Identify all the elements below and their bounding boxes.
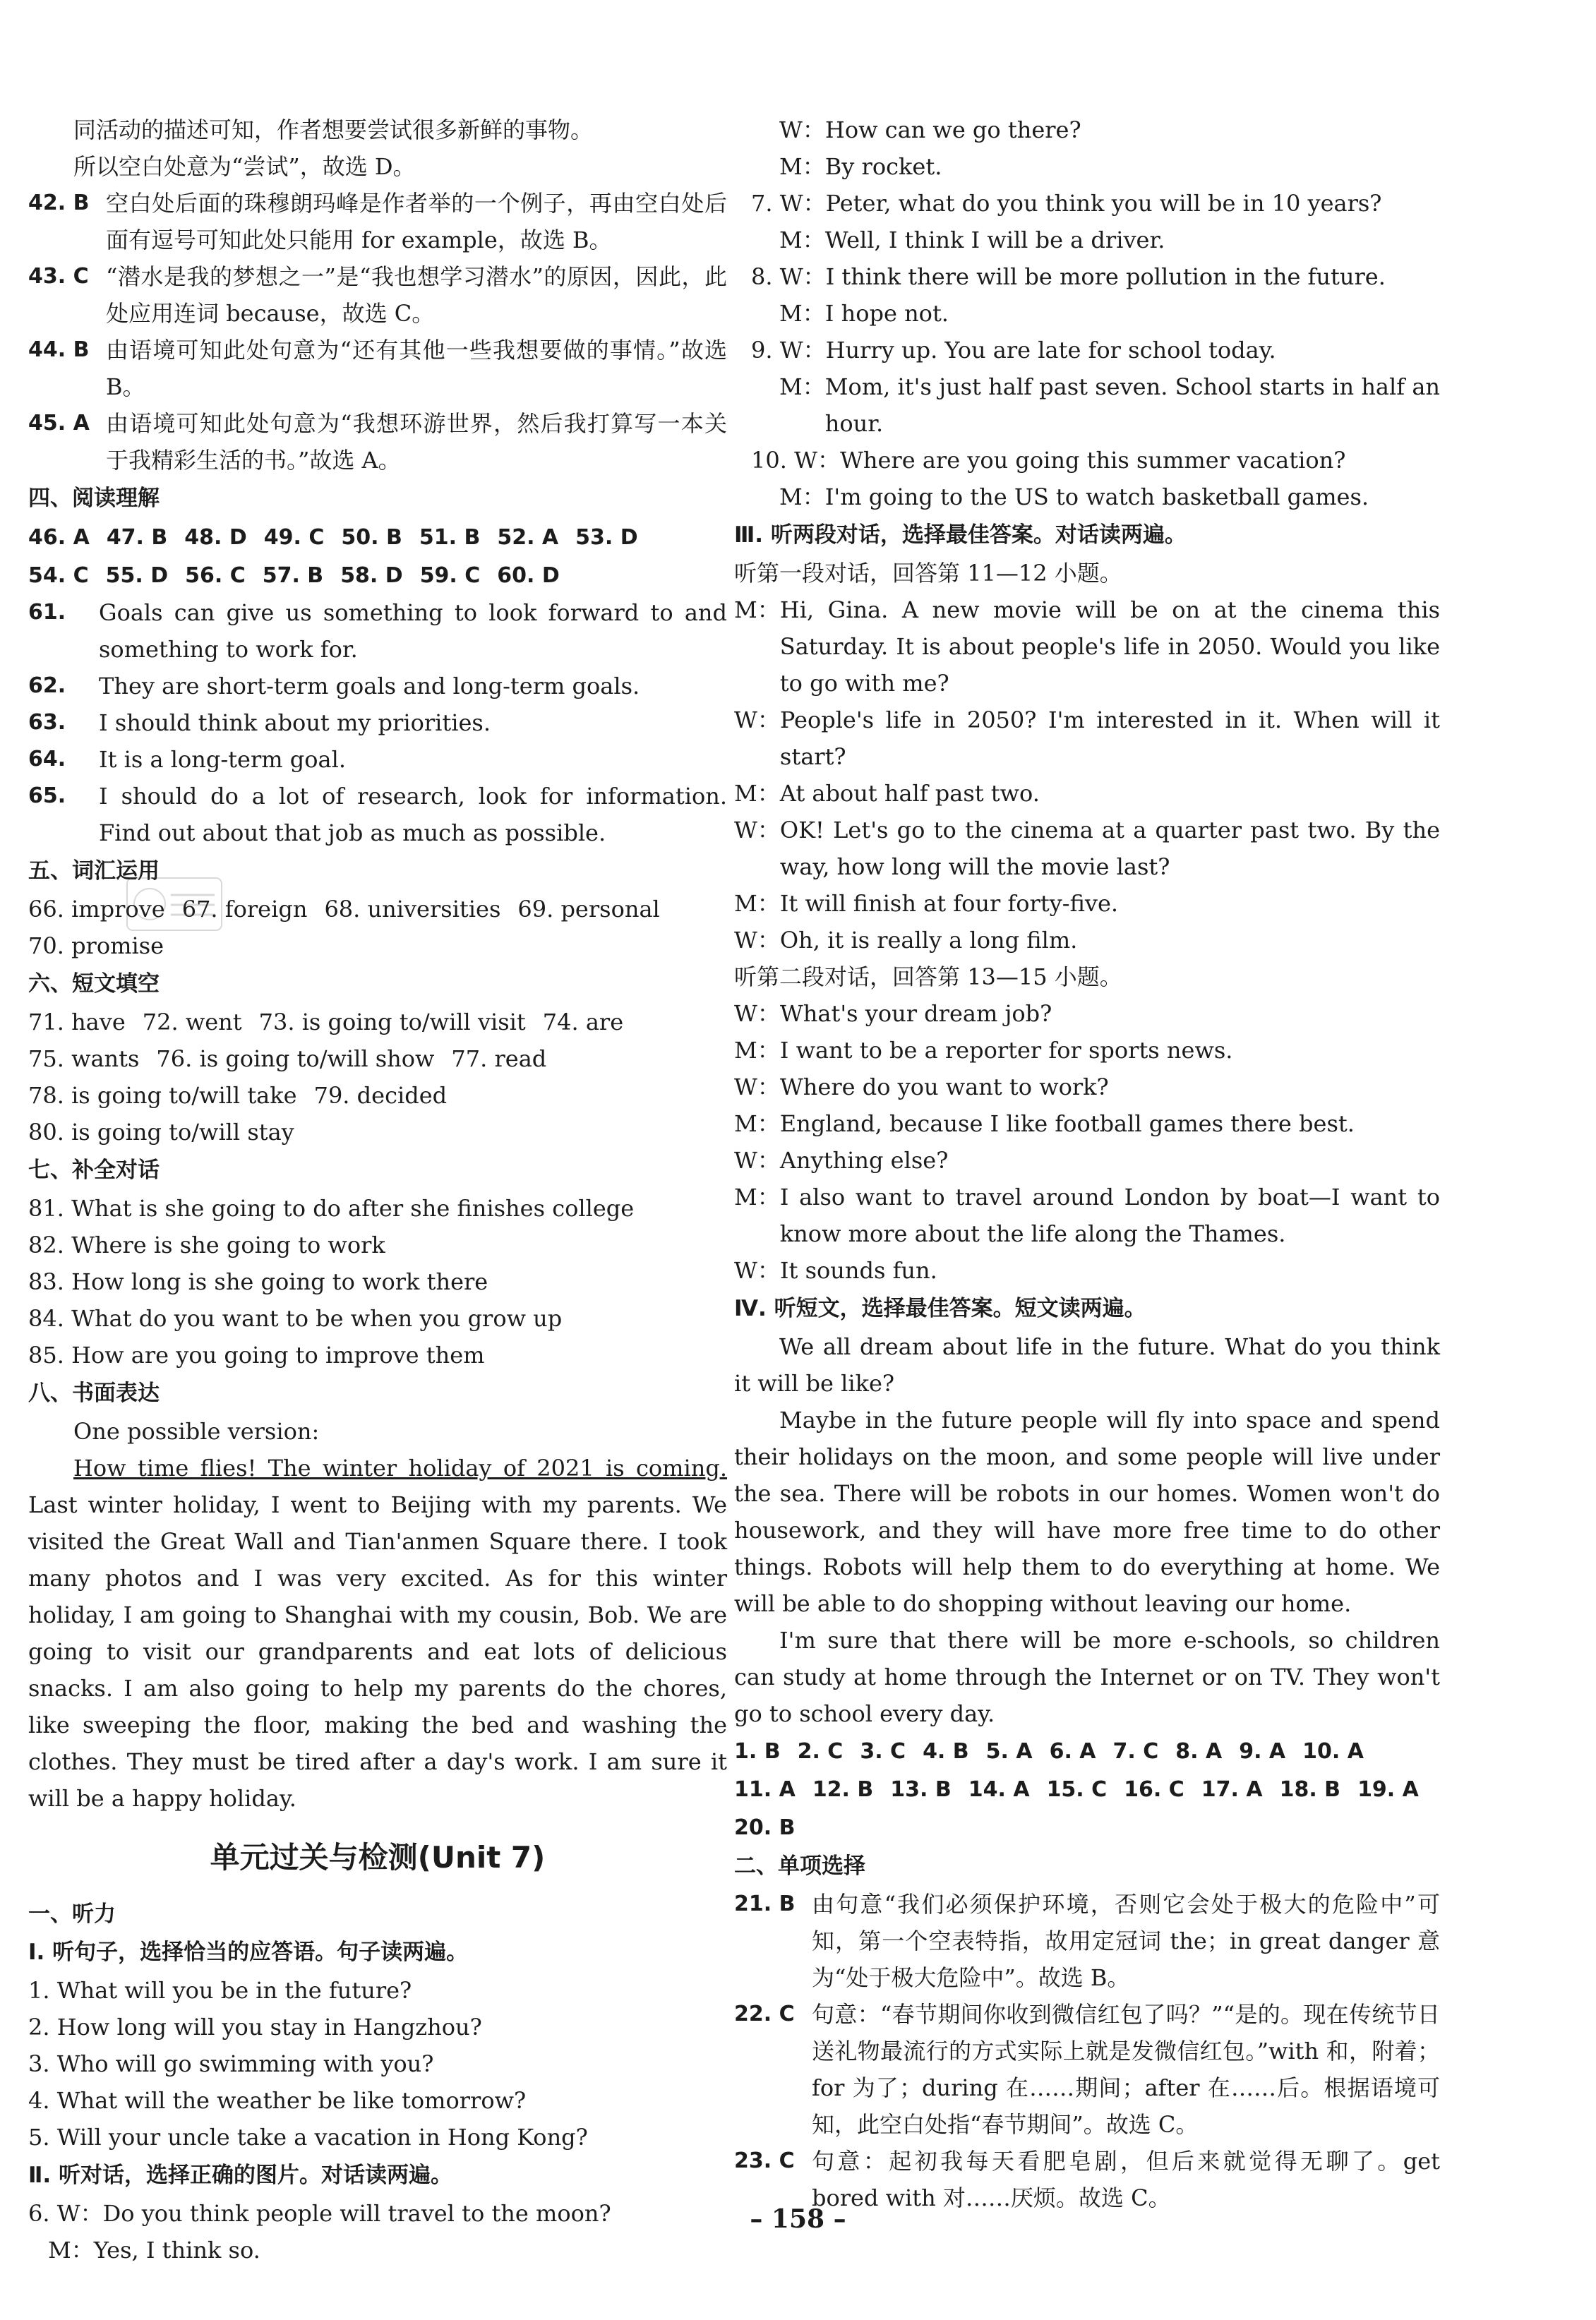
reading-answer: 47. B bbox=[106, 525, 168, 550]
answer-item bbox=[28, 185, 727, 258]
utterance: Where do you want to work? bbox=[779, 1074, 1109, 1100]
answer-number: 23. C bbox=[734, 2148, 795, 2173]
vocab-answer: 69. personal bbox=[517, 896, 660, 922]
essay-first-sentence: How time flies! The winter holiday of 2021 is coming. bbox=[73, 1455, 727, 1481]
speaker: M： bbox=[779, 483, 825, 510]
part-heading: Ⅱ. 听对话，选择正确的图片。对话读两遍。 bbox=[28, 2163, 452, 2188]
cloze-answer: 71. have bbox=[28, 1009, 126, 1035]
speaker: M： bbox=[734, 1110, 780, 1137]
dialog-answer: 83. How long is she going to work there bbox=[28, 1268, 488, 1295]
page-number: – 158 – bbox=[750, 2204, 846, 2234]
dialog-line bbox=[734, 112, 1440, 148]
listening-answer: 10. A bbox=[1302, 1739, 1364, 1764]
version-label: One possible version: bbox=[73, 1418, 320, 1445]
speaker: W： bbox=[734, 1074, 780, 1100]
cloze-answer: 74. are bbox=[542, 1009, 624, 1035]
reading-answer: 59. C bbox=[419, 563, 481, 588]
answer-item bbox=[28, 594, 727, 668]
utterance: What's your dream job? bbox=[779, 1000, 1052, 1027]
dialog-line bbox=[734, 922, 1440, 958]
answer-item bbox=[28, 258, 727, 332]
dialog-answer: 82. Where is she going to work bbox=[28, 1232, 385, 1258]
dialog-line bbox=[734, 995, 1440, 1032]
watermark-stamp bbox=[126, 877, 223, 932]
listening-answer: 1. B bbox=[734, 1739, 781, 1764]
listening-answer: 13. B bbox=[890, 1777, 952, 1802]
answer-text: They are short-term goals and long-term goals. bbox=[99, 673, 640, 699]
dialog-line bbox=[734, 702, 1440, 775]
section-heading: 二、单项选择 bbox=[734, 1853, 865, 1879]
speaker: W： bbox=[734, 927, 780, 954]
reading-answer: 58. D bbox=[340, 563, 403, 588]
answer-item bbox=[734, 1886, 1440, 1996]
answer-explanation: 由语境可知此处句意为“还有其他一些我想要做的事情。”故选 B。 bbox=[106, 337, 727, 400]
speaker: W： bbox=[779, 116, 825, 143]
speaker: W： bbox=[734, 817, 780, 843]
listening-sentence: 4. What will the weather be like tomorrow? bbox=[28, 2087, 527, 2114]
speaker: W： bbox=[734, 1000, 780, 1027]
dialog-line bbox=[734, 185, 1440, 222]
dialog-line bbox=[734, 1105, 1440, 1142]
dialog-line bbox=[734, 368, 1440, 442]
utterance: By rocket. bbox=[824, 153, 942, 180]
reading-answer: 48. D bbox=[184, 525, 247, 550]
cloze-answers bbox=[28, 1004, 727, 1150]
utterance: Oh, it is really a long film. bbox=[779, 927, 1078, 954]
reading-answer: 56. C bbox=[185, 563, 246, 588]
speaker: W： bbox=[734, 1147, 780, 1174]
dialog-line bbox=[734, 1142, 1440, 1179]
utterance: Well, I think I will be a driver. bbox=[824, 227, 1165, 253]
utterance: Do you think people will travel to the moon? bbox=[102, 2200, 611, 2227]
section-heading: 一、听力 bbox=[28, 1901, 116, 1927]
section-heading: 七、补全对话 bbox=[28, 1158, 160, 1183]
answer-number: 63. bbox=[28, 710, 66, 735]
vocab-answer: 68. universities bbox=[324, 896, 501, 922]
utterance: It will finish at four forty-five. bbox=[779, 890, 1119, 917]
speaker: M： bbox=[734, 596, 780, 623]
speaker: M： bbox=[734, 1184, 780, 1210]
dialog-answer: 85. How are you going to improve them bbox=[28, 1342, 485, 1369]
speaker: M： bbox=[734, 890, 780, 917]
speaker: M： bbox=[779, 300, 825, 327]
answer-text: I should think about my priorities. bbox=[99, 709, 491, 736]
cloze-answer: 76. is going to/will show bbox=[156, 1045, 435, 1072]
answer-item bbox=[28, 668, 727, 704]
listening-answer: 20. B bbox=[734, 1815, 796, 1840]
reading-answer: 49. C bbox=[263, 525, 325, 550]
listening-answer: 19. A bbox=[1357, 1777, 1419, 1802]
cloze-answer: 75. wants bbox=[28, 1045, 140, 1072]
reading-answer: 60. D bbox=[497, 563, 560, 588]
dialog-line bbox=[734, 442, 1440, 479]
answer-number: 64. bbox=[28, 747, 66, 771]
listening-answer: 14. A bbox=[968, 1777, 1030, 1802]
listening-answer: 8. A bbox=[1175, 1739, 1223, 1764]
reading-answer: 52. A bbox=[497, 525, 559, 550]
vocab-answer: 67. foreign bbox=[181, 896, 308, 922]
answer-number: 22. C bbox=[734, 2002, 795, 2026]
answer-number: 42. B bbox=[28, 191, 90, 215]
listening-sentence: 1. What will you be in the future? bbox=[28, 1977, 412, 2004]
dialog-line bbox=[734, 1252, 1440, 1289]
utterance: How can we go there? bbox=[824, 116, 1081, 143]
reading-answer: 51. B bbox=[419, 525, 481, 550]
cloze-answer: 72. went bbox=[142, 1009, 242, 1035]
listening-answer: 12. B bbox=[812, 1777, 874, 1802]
utterance: I want to be a reporter for sports news. bbox=[779, 1037, 1233, 1064]
speaker: 10. W： bbox=[751, 447, 840, 474]
dialog-line bbox=[734, 775, 1440, 812]
dialog-line bbox=[734, 148, 1440, 185]
dialog-line bbox=[734, 1032, 1440, 1069]
left-column bbox=[28, 112, 727, 2268]
answer-item bbox=[28, 332, 727, 405]
answer-explanation: 句意：“春节期间你收到微信红包了吗？”“是的。现在传统节日送礼物最流行的方式实际上就是发微信红包。”with 和，附着；for 为了；during 在……期间；after 在……后。根据语境可知，此空白处指“春节期间”。故选 C。 bbox=[812, 2001, 1440, 2138]
reading-answer: 57. B bbox=[262, 563, 324, 588]
cloze-answer: 77. read bbox=[451, 1045, 547, 1072]
part-heading: Ⅰ. 听句子，选择恰当的应答语。句子读两遍。 bbox=[28, 1940, 469, 1965]
answer-item bbox=[734, 1996, 1440, 2143]
dialog-line bbox=[734, 1069, 1440, 1105]
cloze-answer: 78. is going to/will take bbox=[28, 1082, 297, 1109]
answer-item bbox=[28, 704, 727, 741]
utterance: At about half past two. bbox=[779, 780, 1040, 807]
speaker: 9. W： bbox=[751, 337, 826, 363]
reading-answer: 55. D bbox=[105, 563, 169, 588]
answer-explanation: 由语境可知此处句意为“我想环游世界，然后我打算写一本关于我精彩生活的书。”故选 A。 bbox=[106, 410, 727, 474]
listening-sentence: 3. Who will go swimming with you? bbox=[28, 2050, 434, 2077]
utterance: I'm going to the US to watch basketball games. bbox=[824, 483, 1369, 510]
dialog-line bbox=[734, 258, 1440, 295]
intro-line: 所以空白处意为“尝试”，故选 D。 bbox=[73, 153, 416, 180]
listening-answer: 9. A bbox=[1239, 1739, 1286, 1764]
speaker: M： bbox=[734, 1037, 780, 1064]
right-column bbox=[734, 112, 1440, 2216]
answer-number: 61. bbox=[28, 600, 66, 625]
speaker: M： bbox=[779, 227, 825, 253]
utterance: Peter, what do you think you will be in 10 years? bbox=[825, 190, 1382, 217]
listening-answer: 18. B bbox=[1279, 1777, 1341, 1802]
answer-explanation: “潜水是我的梦想之一”是“我也想学习潜水”的原因，因此，此处应用连词 because，故选 C。 bbox=[106, 263, 727, 327]
dialog-line bbox=[734, 332, 1440, 368]
dialog-answer: 81. What is she going to do after she finishes college bbox=[28, 1195, 635, 1222]
essay bbox=[28, 1450, 727, 1817]
section-heading: 四、阅读理解 bbox=[28, 486, 160, 511]
answer-number: 44. B bbox=[28, 337, 90, 362]
unit-title: 单元过关与检测(Unit 7) bbox=[210, 1840, 546, 1875]
speaker: M： bbox=[48, 2237, 94, 2264]
answer-item bbox=[28, 778, 727, 851]
section-heading: 六、短文填空 bbox=[28, 971, 160, 997]
utterance: People's life in 2050? I'm interested in it. When will it start? bbox=[779, 707, 1440, 770]
answer-text: Goals can give us something to look forward to and something to work for. bbox=[99, 599, 727, 663]
reading-answer: 50. B bbox=[341, 525, 402, 550]
cloze-answer: 79. decided bbox=[313, 1082, 448, 1109]
passage-paragraph: We all dream about life in the future. What do you think it will be like? bbox=[734, 1333, 1440, 1397]
utterance: OK! Let's go to the cinema at a quarter past two. By the way, how long will the movie last? bbox=[779, 817, 1440, 880]
part-heading: Ⅳ. 听短文，选择最佳答案。短文读两遍。 bbox=[734, 1296, 1146, 1321]
listening-answer: 2. C bbox=[797, 1739, 844, 1764]
answer-number: 65. bbox=[28, 783, 66, 808]
speaker: W： bbox=[734, 707, 780, 733]
dialog-line bbox=[734, 885, 1440, 922]
answer-text: I should do a lot of research, look for information. Find out about that job as much as possible. bbox=[99, 783, 727, 846]
utterance: Hurry up. You are late for school today. bbox=[825, 337, 1276, 363]
answer-explanation: 句意：起初我每天看肥皂剧，但后来就觉得无聊了。get bored with 对……厌烦。故选 C。 bbox=[812, 2148, 1440, 2211]
utterance: It sounds fun. bbox=[779, 1257, 937, 1284]
speaker: 8. W： bbox=[751, 263, 826, 290]
passage-paragraph: Maybe in the future people will fly into space and spend their holidays on the moon, and some people will live under the sea. There will be robots in our homes. Women won't do housework, and they will have more free time to do other things. Robots will help them to do everything at home. We will be able to do shopping without leaving our home. bbox=[734, 1407, 1440, 1617]
speaker: 6. W： bbox=[28, 2200, 103, 2227]
answer-text: It is a long-term goal. bbox=[99, 746, 346, 773]
cloze-answer: 80. is going to/will stay bbox=[28, 1119, 294, 1146]
utterance: England, because I like football games there best. bbox=[779, 1110, 1355, 1137]
utterance: I think there will be more pollution in the future. bbox=[825, 263, 1386, 290]
dialog-line bbox=[734, 591, 1440, 702]
listening-sentence: 2. How long will you stay in Hangzhou? bbox=[28, 2014, 482, 2040]
section-heading: 八、书面表达 bbox=[28, 1381, 160, 1406]
listening-answer: 6. A bbox=[1049, 1739, 1096, 1764]
listening-answer: 16. C bbox=[1124, 1777, 1184, 1802]
vocab-answer: 66. improve bbox=[28, 896, 165, 922]
speaker: 7. W： bbox=[751, 190, 826, 217]
answer-item bbox=[28, 741, 727, 778]
intro-line: 同活动的描述可知，作者想要尝试很多新鲜的事物。 bbox=[73, 116, 594, 143]
utterance: Where are you going this summer vacation? bbox=[839, 447, 1346, 474]
answer-explanation: 由句意“我们必须保护环境，否则它会处于极大的危险中”可知，第一个空表特指，故用定冠词 the；in great danger 意为“处于极大危险中”。故选 B。 bbox=[812, 1891, 1440, 1991]
listening-answer: 11. A bbox=[734, 1777, 796, 1802]
dialog-line bbox=[734, 1179, 1440, 1252]
essay-body: Last winter holiday, I went to Beijing with my parents. We visited the Great Wall and Tian'anmen Square there. I took many photos and I was very excited. As for this winter holiday, I am going to Shanghai with my cousin, Bob. We are going to visit our grandparents and eat lots of delicious snacks. I am also going to help my parents do the chores, like sweeping the floor, making the bed and washing the clothes. They must be tired after a day's work. I am sure it will be a happy holiday. bbox=[28, 1491, 727, 1812]
part-heading: Ⅲ. 听两段对话，选择最佳答案。对话读两遍。 bbox=[734, 522, 1187, 548]
dialog-line bbox=[734, 222, 1440, 258]
answer-explanation: 空白处后面的珠穆朗玛峰是作者举的一个例子，再由空白处后面有逗号可知此处只能用 for example，故选 B。 bbox=[106, 190, 727, 253]
dialog-line bbox=[734, 295, 1440, 332]
vocab-answer: 70. promise bbox=[28, 932, 164, 959]
utterance: I hope not. bbox=[824, 300, 949, 327]
reading-answer: 53. D bbox=[575, 525, 638, 550]
listening-answer: 15. C bbox=[1046, 1777, 1108, 1802]
speaker: M： bbox=[734, 780, 780, 807]
answer-number: 21. B bbox=[734, 1892, 796, 1916]
dialog-line bbox=[734, 479, 1440, 515]
reading-answers bbox=[28, 518, 727, 594]
dialog-line bbox=[734, 812, 1440, 885]
speaker: W： bbox=[734, 1257, 780, 1284]
dialog-answer: 84. What do you want to be when you grow up bbox=[28, 1305, 563, 1332]
conversation-intro: 听第一段对话，回答第 11—12 小题。 bbox=[734, 560, 1122, 587]
listening-answer: 4. B bbox=[923, 1739, 969, 1764]
listening-answer: 17. A bbox=[1201, 1777, 1263, 1802]
passage-paragraph: I'm sure that there will be more e-schools, so children can study at home through the Internet or on TV. They won't go to school every day. bbox=[734, 1627, 1440, 1727]
reading-answer: 54. C bbox=[28, 563, 89, 588]
speaker: M： bbox=[779, 373, 825, 400]
listening-answer: 7. C bbox=[1112, 1739, 1159, 1764]
speaker: M： bbox=[779, 153, 825, 180]
listening-answer: 5. A bbox=[985, 1739, 1033, 1764]
conversation-intro: 听第二段对话，回答第 13—15 小题。 bbox=[734, 963, 1122, 990]
listening-answers bbox=[734, 1732, 1440, 1846]
listening-sentence: 5. Will your uncle take a vacation in Hong Kong? bbox=[28, 2124, 588, 2151]
utterance: Yes, I think so. bbox=[93, 2237, 260, 2264]
answer-item bbox=[28, 405, 727, 479]
section-heading: 五、词汇运用 bbox=[28, 858, 160, 884]
listening-answer: 3. C bbox=[860, 1739, 906, 1764]
utterance: Anything else? bbox=[779, 1147, 949, 1174]
reading-answer: 46. A bbox=[28, 525, 90, 550]
answer-number: 45. A bbox=[28, 411, 90, 435]
answer-number: 62. bbox=[28, 673, 66, 698]
utterance: Mom, it's just half past seven. School starts in half an hour. bbox=[824, 373, 1440, 437]
answer-number: 43. C bbox=[28, 264, 89, 289]
utterance: I also want to travel around London by boat—I want to know more about the life along the Thames. bbox=[779, 1184, 1440, 1247]
utterance: Hi, Gina. A new movie will be on at the cinema this Saturday. It is about people's life in 2050. Would you like to go with me? bbox=[779, 596, 1440, 697]
cloze-answer: 73. is going to/will visit bbox=[258, 1009, 526, 1035]
